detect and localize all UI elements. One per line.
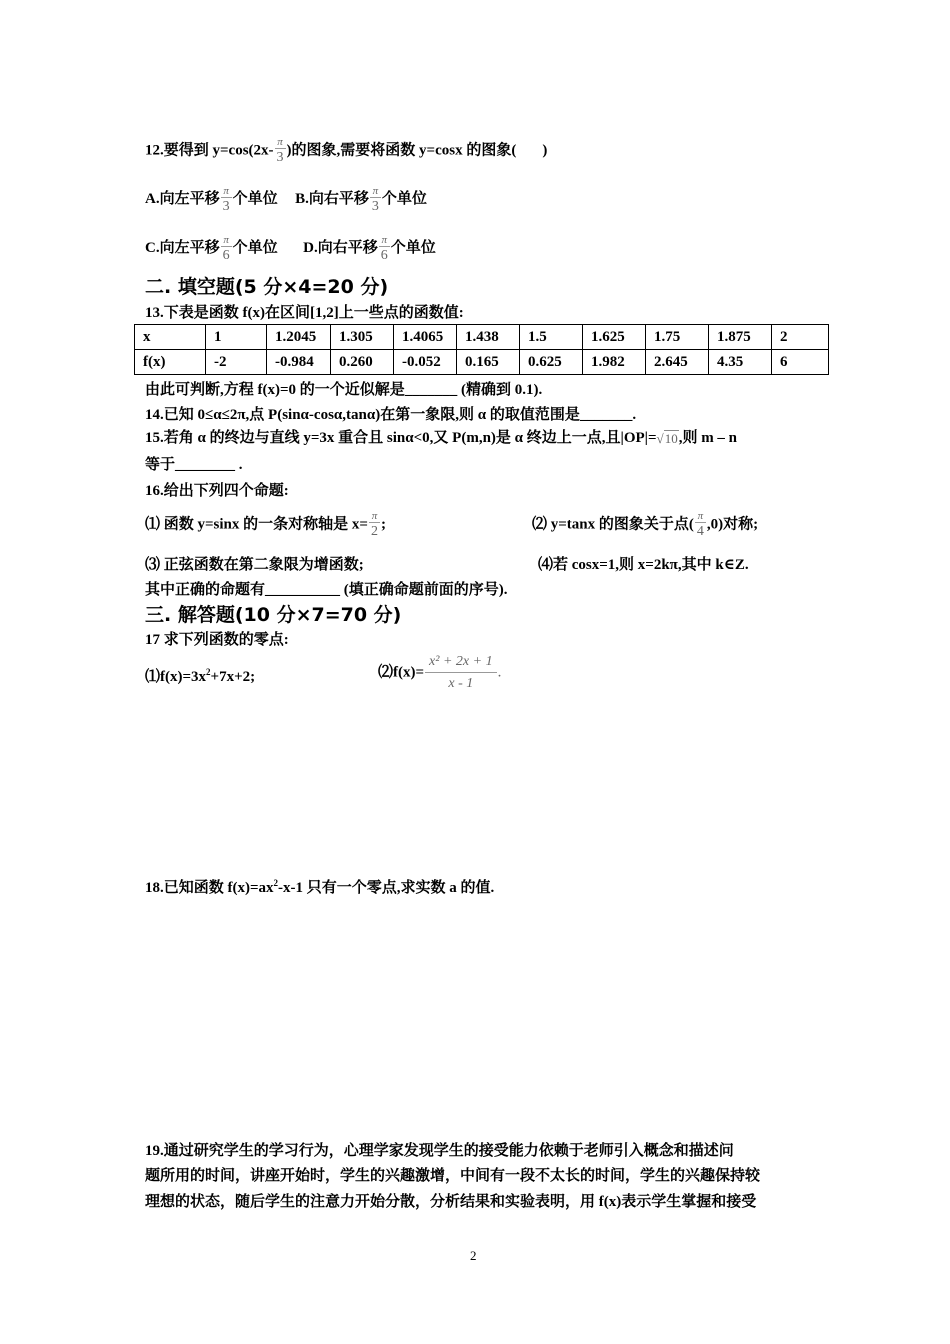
table-cell: 1.5 xyxy=(520,325,583,350)
sqrt-10: √10 xyxy=(656,430,678,446)
q13-stem: 13.下表是函数 f(x)在区间[1,2]上一些点的函数值: xyxy=(145,305,464,321)
table-cell: -0.984 xyxy=(267,350,331,375)
table-cell: 4.35 xyxy=(709,350,772,375)
table-cell: 1.305 xyxy=(331,325,394,350)
q17-part-2: ⑵f(x)= $\frac{\text{x² + 2x + 1}}{x - 1}$ . xyxy=(378,654,502,691)
q17-part-1: $⑴f(x)=3x^2+7x+2$; xyxy=(145,667,256,685)
q16-proposition-1: ⑴ 函数 y=sinx 的一条对称轴是 x= $\frac{\pi}{2}$ ; xyxy=(145,510,386,539)
table-cell: 0.260 xyxy=(331,350,394,375)
q12-options-ab xyxy=(145,186,427,214)
q16-answer: 其中正确的命题有__________ (填正确命题前面的序号). xyxy=(145,582,508,598)
q13-after-table: 由此可判断,方程 f(x)=0 的一个近似解是_______ (精确到 0.1). xyxy=(145,382,543,398)
q14-text: 14.已知 0≤α≤2π,点 P(sinα-cosα,tanα)在第一象限,则 α 的取值范围是_______. xyxy=(145,407,637,423)
table-cell: f(x) xyxy=(135,350,206,375)
table-cell: x xyxy=(135,325,206,350)
q19-line-3: 理想的状态，随后学生的注意力开始分散，分析结果和实验表明，用 f(x)表示学生掌握和接受 xyxy=(145,1194,757,1210)
table-cell: 1.2045 xyxy=(267,325,331,350)
q12-option-d: D.向右平移 $\frac{\pi}{6}$ 个单位 xyxy=(303,234,436,263)
table-cell: 1.4065 xyxy=(394,325,457,350)
table-cell: 1.875 xyxy=(709,325,772,350)
q12-option-b: B.向右平移 $\frac{\pi}{3}$ 个单位 xyxy=(295,185,427,214)
table-row-x xyxy=(135,325,829,350)
q16-proposition-3: ⑶ 正弦函数在第二象限为增函数; xyxy=(145,557,364,573)
table-cell: 2.645 xyxy=(646,350,709,375)
table-cell: 0.625 xyxy=(520,350,583,375)
rational-function-fraction: $\frac{\text{x² + 2x + 1}}{x - 1}$ xyxy=(425,655,497,691)
table-row-fx xyxy=(135,350,829,375)
q12-options-cd xyxy=(145,235,436,263)
q19-line-2: 题所用的时间，讲座开始时，学生的兴趣激增，中间有一段不太长的时间，学生的兴趣保持较 xyxy=(145,1168,761,1184)
section-2-heading: 二. 填空题(5 分×4=20 分) xyxy=(145,276,389,298)
q12-option-c: C.向左平移 $\frac{\pi}{6}$ 个单位 xyxy=(145,234,278,263)
pi-over-3-fraction: $\frac{\pi}{3}$ xyxy=(276,136,284,165)
q12-option-a: A.向左平移 $\frac{\pi}{3}$ 个单位 xyxy=(145,185,278,214)
q16-stem: 16.给出下列四个命题: xyxy=(145,483,289,499)
q17-stem: 17 求下列函数的零点: xyxy=(145,632,289,648)
table-cell: -2 xyxy=(206,350,267,375)
q12-stem: 12.要得到 y=cos(2x- $\frac{\pi}{3}$ )的图象,需要将函数 y=cosx 的图象( ) xyxy=(145,136,548,165)
table-cell: 1.438 xyxy=(457,325,520,350)
q18-text: 18.已知函数 $f(x)=ax^2-x-1$ 只有一个零点,求实数 a 的值. xyxy=(145,878,495,896)
q16-proposition-4: ⑷若 cosx=1,则 x=2kπ,其中 k∈Z. xyxy=(538,557,749,573)
page-number: 2 xyxy=(470,1248,477,1263)
q19-line-1: 19.通过研究学生的学习行为，心理学家发现学生的接受能力依赖于老师引入概念和描述问 xyxy=(145,1143,734,1159)
table-cell: 2 xyxy=(772,325,829,350)
q13-value-table xyxy=(134,324,829,375)
table-cell: -0.052 xyxy=(394,350,457,375)
table-cell: 1.625 xyxy=(583,325,646,350)
q15-line-2: 等于________ . xyxy=(145,457,243,473)
q15-line-1: 15.若角 α 的终边与直线 y=3x 重合且 sinα<0,又 P(m,n)是 α 终边上一点,且|OP|=√10,则 m – n xyxy=(145,430,738,446)
table-cell: 1 xyxy=(206,325,267,350)
table-cell: 1.982 xyxy=(583,350,646,375)
table-cell: 0.165 xyxy=(457,350,520,375)
table-cell: 1.75 xyxy=(646,325,709,350)
table-cell: 6 xyxy=(772,350,829,375)
section-3-heading: 三. 解答题(10 分×7=70 分) xyxy=(145,604,402,626)
q16-proposition-2: ⑵ y=tanx 的图象关于点( $\frac{\pi}{4}$ ,0)对称; xyxy=(532,510,759,539)
